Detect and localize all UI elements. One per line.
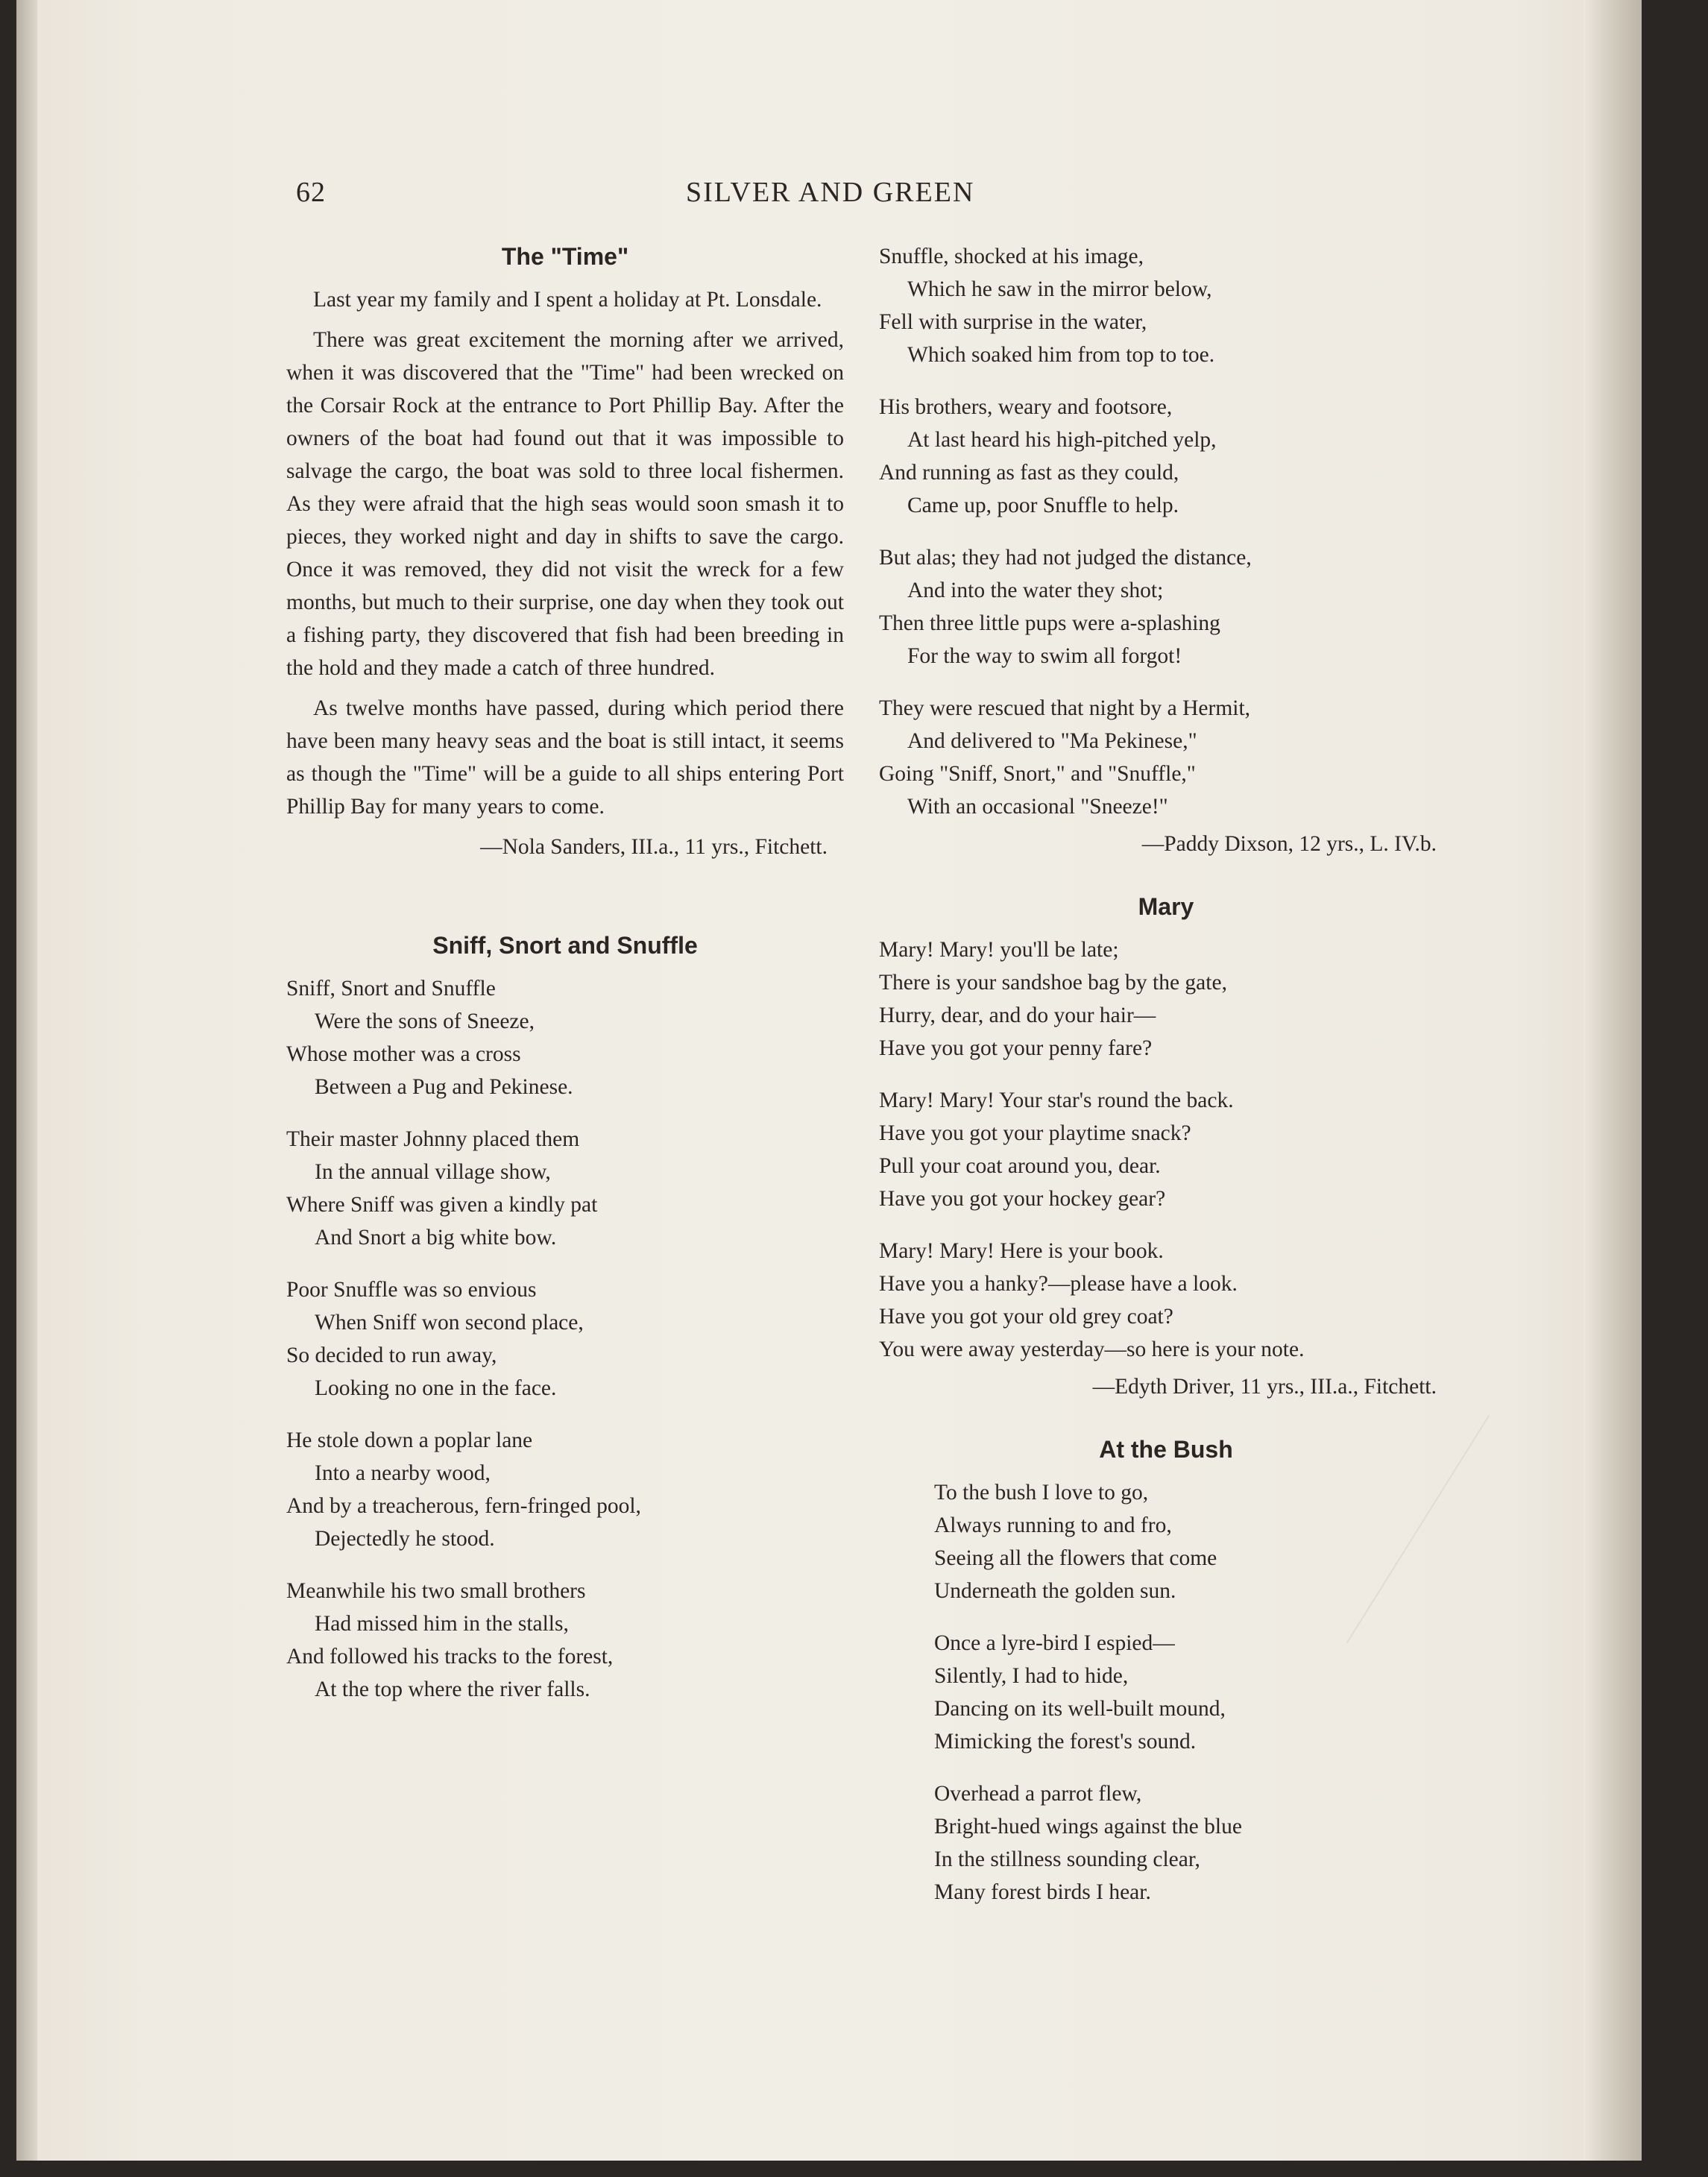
poem-line: Have you a hanky?—please have a look. [879,1272,1238,1296]
running-title: SILVER AND GREEN [686,177,975,208]
poem-line: Where Sniff was given a kindly pat [286,1193,598,1217]
poem-at-the-bush [879,1433,1453,1909]
poem-line: At last heard his high-pitched yelp, [907,428,1217,452]
poem-title: Mary [1138,893,1194,920]
stanza [879,1084,1453,1215]
poem-line: Mimicking the forest's sound. [934,1730,1197,1754]
poem-line: And into the water they shot; [907,579,1164,602]
poem-line: Many forest birds I hear. [934,1880,1151,1904]
stanza [879,1627,1453,1758]
poem-line: Dancing on its well-built mound, [934,1697,1226,1721]
poem-line: Came up, poor Snuffle to help. [907,494,1179,517]
poem-line: For the way to swim all forgot! [907,644,1182,668]
poem-line: Have you got your old grey coat? [879,1305,1173,1329]
poem-title: At the Bush [1099,1436,1233,1463]
stanza [879,1476,1453,1607]
poem-line: Between a Pug and Pekinese. [315,1075,573,1099]
article-the-time [286,240,844,863]
poem-line: And followed his tracks to the forest, [286,1645,614,1669]
poem-line: Silently, I had to hide, [934,1664,1129,1688]
poem-line: And Snort a big white bow. [315,1226,557,1250]
poem-line: Once a lyre-bird I espied— [934,1631,1175,1655]
page-gutter [16,0,37,2161]
poem-line: Pull your coat around you, dear. [879,1154,1161,1178]
poem-line: Overhead a parrot flew, [934,1782,1142,1806]
poem-line: Have you got your playtime snack? [879,1121,1191,1145]
poem-line: His brothers, weary and footsore, [879,395,1173,419]
poem-sniff-continued [879,240,1453,860]
poem-line: There is your sandshoe bag by the gate, [879,971,1227,995]
stanza [879,933,1453,1065]
paragraph: As twelve months have passed, during which period there have been many heavy seas and the boat is still intact, it seems as though the "Time" will be a guide to all ships entering Port Phillip Bay for many years to come. [286,696,844,819]
stanza [879,541,1453,672]
paragraph: There was great excitement the morning after we arrived, when it was discovered that the "Time" had been wrecked on the Corsair Rock at the entrance to Port Phillip Bay. After the owners of the boat had found out that it was impossible to salvage the cargo, the boat was sold to three local fishermen. As they were afraid that the high seas would soon smash it to pieces, they worked night and day in shifts to save the cargo. Once it was removed, they did not visit the wreck for a few months, but much to their surprise, one day when they took out a fishing party, they discovered that fish had been breeding in the hold and they made a catch of three hundred. [286,328,844,680]
poem-line: Into a nearby wood, [315,1461,491,1485]
poem-line: Sniff, Snort and Snuffle [286,977,496,1001]
stanza [879,1777,1453,1909]
stanza [879,240,1453,371]
poem-line: To the bush I love to go, [934,1481,1149,1505]
poem-line: When Sniff won second place, [315,1311,584,1335]
poem-line: Hurry, dear, and do your hair— [879,1004,1156,1027]
poem-line: Mary! Mary! Here is your book. [879,1239,1164,1263]
stanza [286,1575,844,1706]
article-title: The "Time" [501,243,629,270]
poem-line: So decided to run away, [286,1343,497,1367]
poem-line: Snuffle, shocked at his image, [879,245,1144,268]
poem-line: They were rescued that night by a Hermit, [879,696,1251,720]
stanza [879,1235,1453,1366]
poem-line: Have you got your penny fare? [879,1036,1153,1060]
poem-line: Meanwhile his two small brothers [286,1579,586,1603]
poem-line: And by a treacherous, fern-fringed pool, [286,1494,641,1518]
poem-line: Which soaked him from top to toe. [907,343,1215,367]
poem-line: Going "Sniff, Snort," and "Snuffle," [879,762,1196,786]
poem-line: Bright-hued wings against the blue [934,1815,1242,1839]
attribution: —Edyth Driver, 11 yrs., III.a., Fitchett. [1092,1375,1437,1399]
running-header [16,176,1642,213]
poem-line: Were the sons of Sneeze, [315,1009,535,1033]
poem-line: Underneath the golden sun. [934,1579,1176,1603]
poem-line: He stole down a poplar lane [286,1428,533,1452]
poem-title: Sniff, Snort and Snuffle [432,932,698,959]
poem-line: You were away yesterday—so here is your note. [879,1338,1305,1361]
stanza [286,972,844,1103]
poem-line: Always running to and fro, [934,1513,1172,1537]
stanza [286,1424,844,1555]
poem-line: And delivered to "Ma Pekinese," [907,729,1197,753]
poem-line: In the stillness sounding clear, [934,1847,1200,1871]
poem-line: With an occasional "Sneeze!" [907,795,1168,819]
poem-line: Fell with surprise in the water, [879,310,1147,334]
poem-line: Mary! Mary! Your star's round the back. [879,1088,1234,1112]
stanza [879,391,1453,522]
poem-line: Looking no one in the face. [315,1376,557,1400]
poem-sniff-snort-snuffle [286,929,844,1706]
poem-line: Seeing all the flowers that come [934,1546,1217,1570]
attribution: —Nola Sanders, III.a., 11 yrs., Fitchett. [480,835,828,859]
stanza [879,692,1453,823]
attribution: —Paddy Dixson, 12 yrs., L. IV.b. [1141,832,1437,856]
stanza [286,1273,844,1405]
document-page [16,0,1642,2161]
poem-line: Mary! Mary! you'll be late; [879,938,1119,962]
poem-line: Dejectedly he stood. [315,1527,495,1551]
poem-line: At the top where the river falls. [315,1677,590,1701]
poem-line: Poor Snuffle was so envious [286,1278,537,1302]
poem-line: And running as fast as they could, [879,461,1179,485]
poem-line: Had missed him in the stalls, [315,1612,569,1636]
poem-line: But alas; they had not judged the distance, [879,546,1252,570]
paragraph: Last year my family and I spent a holiday at Pt. Lonsdale. [313,288,822,312]
poem-mary [879,890,1453,1403]
poem-line: Have you got your hockey gear? [879,1187,1166,1211]
page-edge [1583,0,1642,2161]
left-column [286,240,844,1725]
poem-line: Then three little pups were a-splashing [879,611,1220,635]
poem-line: In the annual village show, [315,1160,551,1184]
stanza [286,1123,844,1254]
poem-line: Whose mother was a cross [286,1042,521,1066]
article-body [286,283,844,823]
right-column [879,240,1453,1928]
poem-line: Which he saw in the mirror below, [907,277,1212,301]
poem-line: Their master Johnny placed them [286,1127,580,1151]
page-number: 62 [296,177,326,208]
